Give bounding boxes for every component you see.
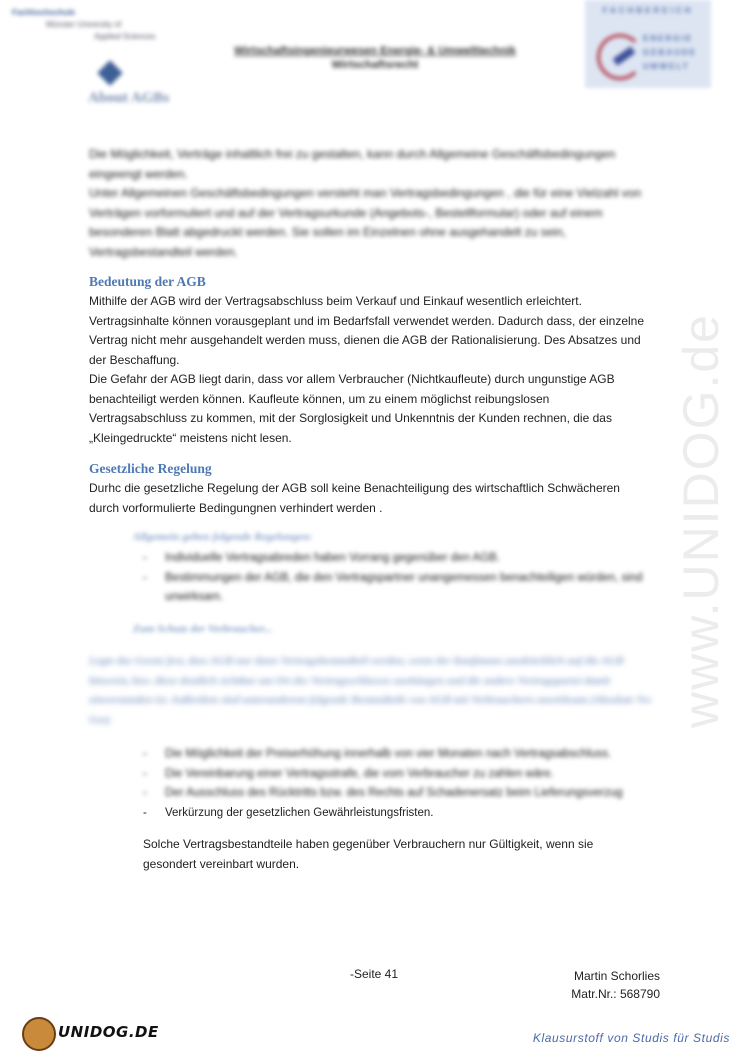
logo-text: UNIDOG.DE — [58, 1023, 159, 1041]
section2-paragraph: Durhc die gesetzliche Regelung der AGB soll keine Benachteiligung des wirtschaftlich Schwächeren durch vorformulierte Bedingungnen verhindert werden . — [89, 481, 620, 515]
dog-mascot-icon — [22, 1017, 56, 1051]
course-title: Wirtschaftsrecht — [331, 59, 419, 71]
university-name-line-3: Applied Sciences — [94, 32, 156, 41]
section-heading-gesetzliche-regelung: Gesetzliche Regelung — [89, 461, 212, 476]
fachbereich-word-umwelt: UMWELT — [643, 62, 690, 71]
university-name-line-2: Münster University of — [46, 20, 122, 29]
university-logo — [12, 8, 192, 88]
list-item: - Der Ausschluss des Rücktritts bzw. des Rechts auf Schadenersatz beim Lieferungsverzug — [143, 787, 623, 799]
watermark-text: www.UNIDOG.de — [673, 313, 729, 728]
sub-heading-allgemein: Allgemein gelten folgende Regelungen: — [133, 531, 313, 543]
list-item: - Individuelle Vertragsabreden haben Vorrang gegenüber den AGB. — [143, 552, 501, 564]
verbraucher-paragraph: Legte das Gesetz fest, dass AGB nur dann Vertragsbestandteil werden, wenn der Kaufmann ausdrücklich auf die AGB hinweist, bzw. diese deutlich sichtbar am Ort des Vertragsschlusses aushängen und die andere Vertragspartei damit einverstanden ist. Außerdem sind unteranderem folgende Bestandteile von AGB mit Verbrauchern unwirksam (Absolute No-Gos) — [89, 655, 654, 726]
program-title: Wirtschaftsingenieurwesen Energie- & Umwelttechnik — [234, 45, 516, 57]
closing-paragraph: Solche Vertragsbestandteile haben gegenüber Verbrauchern nur Gültigkeit, wenn sie gesondert vereinbart wurden. — [143, 837, 594, 871]
intro-paragraph-2: Unter Allgemeinen Geschäftsbedingungen versteht man Vertragsbedingungen , die für eine Vielzahl von Verträgen vorformuliert und auf der Vertragsurkunde (Angebots-, Bestellformular) oder auf einem besonderen Blatt abgedruckt werden. Sie sollen im Einzelnen ohne ausgehandelt zu sein, Vertragsbestandteil werden. — [89, 186, 642, 259]
tagline: Klausurstoff von Studis für Studis — [532, 1031, 730, 1045]
page-title: About AGBs — [88, 90, 170, 106]
list-item: - Die Möglichkeit der Preiserhöhung innerhalb von vier Monaten nach Vertragsabschluss. — [143, 748, 612, 760]
page-number: -Seite 41 — [350, 967, 399, 981]
fachbereich-word-gebaude: GEBAUDE — [643, 48, 698, 57]
unidog-logo — [22, 1015, 159, 1049]
section1-paragraph-1: Mithilfe der AGB wird der Vertragsabschluss beim Verkauf und Einkauf wesentlich erleichtert. Vertragsinhalte können vorausgeplant und im Bedarfsfall verwendet werden. Dadurch dass, der einzelne Vertrag nicht mehr ausgehandelt werden muss, dienen die AGB der Rationalisierung. Des Absatzes und der Beschaffung. — [89, 294, 644, 367]
university-name-line-1: Fachhochschule — [12, 8, 76, 17]
rules-list — [143, 549, 663, 608]
section-heading-bedeutung: Bedeutung der AGB — [89, 274, 206, 289]
document-header — [190, 44, 560, 72]
fachbereich-label: FACHBEREICH — [602, 6, 694, 15]
list-item: - Verkürzung der gesetzlichen Gewährleistungsfristen. — [143, 806, 434, 819]
section1-paragraph-2: Die Gefahr der AGB liegt darin, dass vor allem Verbraucher (Nichtkaufleute) durch ungunstige AGB benachteiligt werden können. Kaufleute können, um zu einem möglichst reibungslosen Vertragsabschluss zu kommen, mit der Sorglosigkeit und Unkenntnis der Kunden rechnen, die das „Kleingedruckte“ meistens nicht lesen. — [89, 372, 615, 445]
university-diamond-icon — [97, 60, 122, 85]
matriculation-number: Matr.Nr.: 568790 — [571, 987, 660, 1001]
fachbereich-logo — [585, 0, 711, 88]
watermark — [660, 270, 740, 740]
author-block — [520, 967, 660, 1003]
intro-paragraph-1: Die Möglichkeit, Verträge inhaltlich frei zu gestalten, kann durch Allgemeine Geschäftsbedingungen eingeengt werden. — [89, 147, 616, 181]
fachbereich-word-energie: ENERGIE — [643, 34, 694, 43]
sub-heading-verbraucherschutz: Zum Schutz der Verbraucher... — [133, 623, 273, 635]
no-gos-list — [143, 745, 663, 823]
author-name: Martin Schorlies — [573, 969, 660, 983]
list-item: - Bestimmungen der AGB, die den Vertragspartner unangemessen benachteiligen würden, sind unwirksam. — [143, 571, 643, 603]
list-item: - Die Vereinbarung einer Vertragsstrafe, die vom Verbraucher zu zahlen wäre. — [143, 767, 554, 780]
